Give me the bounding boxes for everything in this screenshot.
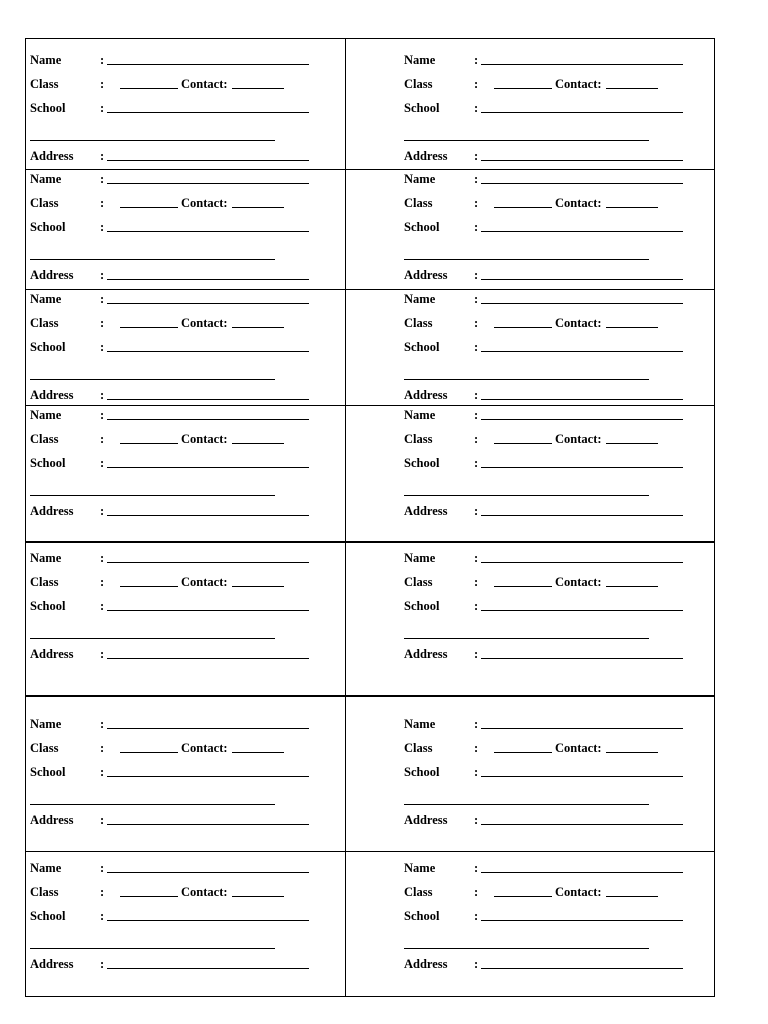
school-extra-row bbox=[404, 247, 704, 263]
school-colon: : bbox=[100, 599, 105, 613]
school-extra-blank[interactable] bbox=[30, 948, 275, 949]
class-blank[interactable] bbox=[120, 443, 178, 444]
contact-blank[interactable] bbox=[606, 207, 658, 208]
contact-label: Contact: bbox=[181, 196, 228, 210]
class-colon: : bbox=[474, 316, 479, 330]
name-row bbox=[30, 860, 330, 876]
address-colon: : bbox=[474, 149, 479, 163]
class-colon: : bbox=[100, 316, 105, 330]
name-label: Name bbox=[404, 292, 436, 306]
class-label: Class bbox=[404, 77, 433, 91]
address-colon: : bbox=[474, 647, 479, 661]
address-blank[interactable] bbox=[107, 160, 309, 161]
school-blank[interactable] bbox=[481, 776, 683, 777]
name-colon: : bbox=[474, 408, 479, 422]
class-blank[interactable] bbox=[494, 752, 552, 753]
contact-blank[interactable] bbox=[232, 752, 284, 753]
school-blank[interactable] bbox=[481, 231, 683, 232]
name-colon: : bbox=[474, 172, 479, 186]
address-card bbox=[404, 39, 714, 189]
school-extra-blank[interactable] bbox=[404, 140, 649, 141]
class-blank[interactable] bbox=[494, 443, 552, 444]
address-label: Address bbox=[404, 268, 448, 282]
name-label: Name bbox=[404, 551, 436, 565]
contact-blank[interactable] bbox=[232, 327, 284, 328]
school-row bbox=[30, 219, 330, 235]
address-row bbox=[30, 646, 330, 662]
address-blank[interactable] bbox=[481, 968, 683, 969]
school-extra-row bbox=[30, 792, 330, 808]
school-extra-row bbox=[30, 128, 330, 144]
contact-blank[interactable] bbox=[606, 88, 658, 89]
school-extra-row bbox=[30, 936, 330, 952]
class-row bbox=[404, 431, 704, 447]
name-row bbox=[404, 171, 704, 187]
school-blank[interactable] bbox=[481, 920, 683, 921]
address-row bbox=[404, 956, 704, 972]
address-label: Address bbox=[30, 504, 74, 518]
name-label: Name bbox=[30, 551, 62, 565]
school-extra-row bbox=[404, 792, 704, 808]
class-label: Class bbox=[30, 575, 59, 589]
name-colon: : bbox=[474, 717, 479, 731]
school-colon: : bbox=[474, 101, 479, 115]
name-row bbox=[30, 52, 330, 68]
contact-label: Contact: bbox=[181, 316, 228, 330]
school-label: School bbox=[30, 220, 66, 234]
address-colon: : bbox=[100, 268, 105, 282]
address-label: Address bbox=[30, 268, 74, 282]
school-extra-row bbox=[404, 483, 704, 499]
school-row bbox=[404, 455, 704, 471]
school-blank[interactable] bbox=[107, 776, 309, 777]
name-blank[interactable] bbox=[107, 64, 309, 65]
school-colon: : bbox=[474, 456, 479, 470]
school-extra-blank[interactable] bbox=[30, 804, 275, 805]
address-label: Address bbox=[404, 504, 448, 518]
name-row bbox=[30, 716, 330, 732]
address-row bbox=[404, 646, 704, 662]
school-label: School bbox=[404, 599, 440, 613]
school-colon: : bbox=[100, 220, 105, 234]
class-label: Class bbox=[404, 316, 433, 330]
school-extra-row bbox=[30, 367, 330, 383]
contact-blank[interactable] bbox=[232, 207, 284, 208]
school-extra-blank[interactable] bbox=[30, 259, 275, 260]
school-blank[interactable] bbox=[107, 231, 309, 232]
name-blank[interactable] bbox=[481, 183, 683, 184]
school-blank[interactable] bbox=[481, 351, 683, 352]
address-label: Address bbox=[30, 813, 74, 827]
school-label: School bbox=[30, 101, 66, 115]
school-extra-row bbox=[404, 367, 704, 383]
school-extra-row bbox=[30, 247, 330, 263]
class-row bbox=[30, 315, 330, 331]
school-colon: : bbox=[100, 909, 105, 923]
class-label: Class bbox=[30, 885, 59, 899]
name-row bbox=[30, 550, 330, 566]
class-colon: : bbox=[474, 77, 479, 91]
contact-blank[interactable] bbox=[232, 586, 284, 587]
name-label: Name bbox=[404, 172, 436, 186]
name-row bbox=[30, 407, 330, 423]
address-label: Address bbox=[404, 957, 448, 971]
school-extra-row bbox=[404, 128, 704, 144]
class-colon: : bbox=[100, 575, 105, 589]
school-colon: : bbox=[474, 599, 479, 613]
class-blank[interactable] bbox=[494, 327, 552, 328]
class-blank[interactable] bbox=[120, 752, 178, 753]
name-row bbox=[404, 52, 704, 68]
address-blank[interactable] bbox=[481, 399, 683, 400]
contact-blank[interactable] bbox=[606, 586, 658, 587]
class-colon: : bbox=[474, 196, 479, 210]
address-label: Address bbox=[30, 388, 74, 402]
school-label: School bbox=[404, 909, 440, 923]
name-row bbox=[404, 860, 704, 876]
school-extra-blank[interactable] bbox=[30, 379, 275, 380]
school-blank[interactable] bbox=[481, 112, 683, 113]
address-colon: : bbox=[100, 647, 105, 661]
school-colon: : bbox=[474, 909, 479, 923]
name-label: Name bbox=[30, 861, 62, 875]
contact-blank[interactable] bbox=[606, 443, 658, 444]
address-card bbox=[30, 39, 340, 189]
contact-blank[interactable] bbox=[606, 896, 658, 897]
school-colon: : bbox=[100, 765, 105, 779]
address-card bbox=[30, 541, 340, 691]
school-row bbox=[30, 339, 330, 355]
name-blank[interactable] bbox=[107, 183, 309, 184]
name-label: Name bbox=[30, 172, 62, 186]
name-blank[interactable] bbox=[481, 562, 683, 563]
address-colon: : bbox=[474, 504, 479, 518]
address-row bbox=[30, 267, 330, 283]
class-row bbox=[30, 740, 330, 756]
address-row bbox=[404, 267, 704, 283]
school-colon: : bbox=[474, 220, 479, 234]
name-label: Name bbox=[404, 53, 436, 67]
address-colon: : bbox=[100, 813, 105, 827]
address-card bbox=[404, 405, 714, 555]
contact-blank[interactable] bbox=[232, 88, 284, 89]
name-colon: : bbox=[100, 172, 105, 186]
address-label: Address bbox=[30, 149, 74, 163]
address-card bbox=[404, 851, 714, 1001]
school-colon: : bbox=[100, 340, 105, 354]
address-colon: : bbox=[474, 268, 479, 282]
school-row bbox=[404, 598, 704, 614]
address-row bbox=[30, 956, 330, 972]
school-row bbox=[30, 100, 330, 116]
class-blank[interactable] bbox=[494, 896, 552, 897]
contact-label: Contact: bbox=[555, 196, 602, 210]
address-blank[interactable] bbox=[107, 515, 309, 516]
contact-blank[interactable] bbox=[606, 327, 658, 328]
address-blank[interactable] bbox=[481, 658, 683, 659]
name-blank[interactable] bbox=[107, 728, 309, 729]
name-row bbox=[30, 291, 330, 307]
class-row bbox=[30, 574, 330, 590]
class-blank[interactable] bbox=[120, 586, 178, 587]
class-label: Class bbox=[404, 885, 433, 899]
contact-blank[interactable] bbox=[232, 443, 284, 444]
school-label: School bbox=[404, 220, 440, 234]
school-label: School bbox=[404, 101, 440, 115]
school-label: School bbox=[30, 599, 66, 613]
class-row bbox=[404, 884, 704, 900]
school-label: School bbox=[404, 456, 440, 470]
address-colon: : bbox=[100, 957, 105, 971]
school-blank[interactable] bbox=[107, 351, 309, 352]
address-colon: : bbox=[474, 813, 479, 827]
school-colon: : bbox=[474, 340, 479, 354]
class-row bbox=[404, 315, 704, 331]
name-blank[interactable] bbox=[481, 64, 683, 65]
class-blank[interactable] bbox=[120, 88, 178, 89]
school-blank[interactable] bbox=[481, 467, 683, 468]
school-blank[interactable] bbox=[107, 920, 309, 921]
address-blank[interactable] bbox=[107, 279, 309, 280]
address-label: Address bbox=[30, 647, 74, 661]
name-colon: : bbox=[474, 292, 479, 306]
school-row bbox=[30, 908, 330, 924]
address-colon: : bbox=[474, 957, 479, 971]
address-card bbox=[30, 695, 340, 845]
address-row bbox=[30, 148, 330, 164]
class-colon: : bbox=[100, 432, 105, 446]
class-blank[interactable] bbox=[494, 88, 552, 89]
class-label: Class bbox=[404, 575, 433, 589]
address-row bbox=[404, 812, 704, 828]
address-blank[interactable] bbox=[481, 515, 683, 516]
school-extra-blank[interactable] bbox=[404, 948, 649, 949]
name-colon: : bbox=[100, 53, 105, 67]
address-row bbox=[30, 387, 330, 403]
address-row bbox=[404, 387, 704, 403]
address-row bbox=[30, 812, 330, 828]
class-colon: : bbox=[474, 741, 479, 755]
school-extra-blank[interactable] bbox=[404, 259, 649, 260]
school-row bbox=[404, 908, 704, 924]
contact-label: Contact: bbox=[555, 575, 602, 589]
name-row bbox=[404, 716, 704, 732]
address-colon: : bbox=[100, 388, 105, 402]
name-label: Name bbox=[404, 408, 436, 422]
contact-label: Contact: bbox=[555, 432, 602, 446]
school-colon: : bbox=[474, 765, 479, 779]
address-card bbox=[30, 405, 340, 555]
address-colon: : bbox=[100, 504, 105, 518]
class-row bbox=[30, 884, 330, 900]
school-blank[interactable] bbox=[107, 112, 309, 113]
school-row bbox=[30, 598, 330, 614]
class-row bbox=[30, 76, 330, 92]
class-blank[interactable] bbox=[120, 896, 178, 897]
class-row bbox=[404, 195, 704, 211]
name-label: Name bbox=[30, 717, 62, 731]
name-blank[interactable] bbox=[481, 728, 683, 729]
name-blank[interactable] bbox=[481, 303, 683, 304]
name-colon: : bbox=[100, 292, 105, 306]
address-blank[interactable] bbox=[481, 279, 683, 280]
school-label: School bbox=[30, 456, 66, 470]
name-colon: : bbox=[474, 861, 479, 875]
school-blank[interactable] bbox=[481, 610, 683, 611]
name-label: Name bbox=[30, 53, 62, 67]
address-row bbox=[30, 503, 330, 519]
name-blank[interactable] bbox=[107, 562, 309, 563]
class-colon: : bbox=[474, 575, 479, 589]
name-colon: : bbox=[100, 861, 105, 875]
address-row bbox=[404, 148, 704, 164]
class-row bbox=[404, 574, 704, 590]
address-colon: : bbox=[474, 388, 479, 402]
address-colon: : bbox=[100, 149, 105, 163]
class-colon: : bbox=[100, 196, 105, 210]
name-blank[interactable] bbox=[481, 419, 683, 420]
contact-label: Contact: bbox=[181, 432, 228, 446]
class-label: Class bbox=[30, 316, 59, 330]
class-colon: : bbox=[100, 77, 105, 91]
class-row bbox=[30, 195, 330, 211]
school-extra-row bbox=[30, 483, 330, 499]
class-row bbox=[404, 740, 704, 756]
contact-label: Contact: bbox=[181, 885, 228, 899]
school-label: School bbox=[30, 340, 66, 354]
school-extra-row bbox=[404, 936, 704, 952]
address-label: Address bbox=[30, 957, 74, 971]
class-blank[interactable] bbox=[494, 586, 552, 587]
school-row bbox=[404, 100, 704, 116]
name-row bbox=[404, 407, 704, 423]
address-card bbox=[30, 851, 340, 1001]
class-label: Class bbox=[30, 741, 59, 755]
school-row bbox=[404, 339, 704, 355]
class-blank[interactable] bbox=[494, 207, 552, 208]
form-sheet bbox=[25, 38, 715, 997]
address-label: Address bbox=[404, 149, 448, 163]
school-extra-blank[interactable] bbox=[30, 638, 275, 639]
address-label: Address bbox=[404, 647, 448, 661]
contact-label: Contact: bbox=[181, 575, 228, 589]
school-extra-blank[interactable] bbox=[30, 140, 275, 141]
school-label: School bbox=[404, 340, 440, 354]
name-row bbox=[30, 171, 330, 187]
address-label: Address bbox=[404, 388, 448, 402]
school-extra-row bbox=[404, 626, 704, 642]
contact-label: Contact: bbox=[555, 316, 602, 330]
class-label: Class bbox=[30, 432, 59, 446]
name-colon: : bbox=[474, 53, 479, 67]
address-card bbox=[404, 695, 714, 845]
class-label: Class bbox=[404, 741, 433, 755]
contact-label: Contact: bbox=[181, 77, 228, 91]
school-row bbox=[30, 764, 330, 780]
school-row bbox=[404, 764, 704, 780]
school-extra-row bbox=[30, 626, 330, 642]
class-colon: : bbox=[100, 885, 105, 899]
name-label: Name bbox=[30, 408, 62, 422]
name-colon: : bbox=[100, 717, 105, 731]
class-blank[interactable] bbox=[120, 327, 178, 328]
school-label: School bbox=[30, 765, 66, 779]
column-divider bbox=[345, 39, 346, 996]
class-label: Class bbox=[30, 196, 59, 210]
name-label: Name bbox=[404, 861, 436, 875]
class-colon: : bbox=[474, 885, 479, 899]
contact-blank[interactable] bbox=[606, 752, 658, 753]
name-label: Name bbox=[404, 717, 436, 731]
school-extra-blank[interactable] bbox=[404, 379, 649, 380]
name-blank[interactable] bbox=[107, 872, 309, 873]
name-row bbox=[404, 291, 704, 307]
name-blank[interactable] bbox=[107, 419, 309, 420]
class-row bbox=[404, 76, 704, 92]
contact-label: Contact: bbox=[555, 885, 602, 899]
name-colon: : bbox=[474, 551, 479, 565]
school-row bbox=[30, 455, 330, 471]
class-colon: : bbox=[474, 432, 479, 446]
name-colon: : bbox=[100, 408, 105, 422]
contact-blank[interactable] bbox=[232, 896, 284, 897]
name-blank[interactable] bbox=[107, 303, 309, 304]
class-label: Class bbox=[30, 77, 59, 91]
address-blank[interactable] bbox=[481, 160, 683, 161]
class-row bbox=[30, 431, 330, 447]
class-blank[interactable] bbox=[120, 207, 178, 208]
school-row bbox=[404, 219, 704, 235]
school-extra-blank[interactable] bbox=[404, 638, 649, 639]
name-colon: : bbox=[100, 551, 105, 565]
address-card bbox=[404, 541, 714, 691]
address-blank[interactable] bbox=[481, 824, 683, 825]
school-blank[interactable] bbox=[107, 467, 309, 468]
class-label: Class bbox=[404, 432, 433, 446]
class-colon: : bbox=[100, 741, 105, 755]
name-blank[interactable] bbox=[481, 872, 683, 873]
address-blank[interactable] bbox=[107, 399, 309, 400]
address-label: Address bbox=[404, 813, 448, 827]
school-blank[interactable] bbox=[107, 610, 309, 611]
school-label: School bbox=[30, 909, 66, 923]
class-label: Class bbox=[404, 196, 433, 210]
address-blank[interactable] bbox=[107, 968, 309, 969]
school-label: School bbox=[404, 765, 440, 779]
school-colon: : bbox=[100, 456, 105, 470]
address-row bbox=[404, 503, 704, 519]
school-extra-blank[interactable] bbox=[30, 495, 275, 496]
address-blank[interactable] bbox=[107, 658, 309, 659]
school-extra-blank[interactable] bbox=[404, 804, 649, 805]
school-colon: : bbox=[100, 101, 105, 115]
contact-label: Contact: bbox=[555, 741, 602, 755]
address-blank[interactable] bbox=[107, 824, 309, 825]
contact-label: Contact: bbox=[181, 741, 228, 755]
name-row bbox=[404, 550, 704, 566]
name-label: Name bbox=[30, 292, 62, 306]
contact-label: Contact: bbox=[555, 77, 602, 91]
school-extra-blank[interactable] bbox=[404, 495, 649, 496]
